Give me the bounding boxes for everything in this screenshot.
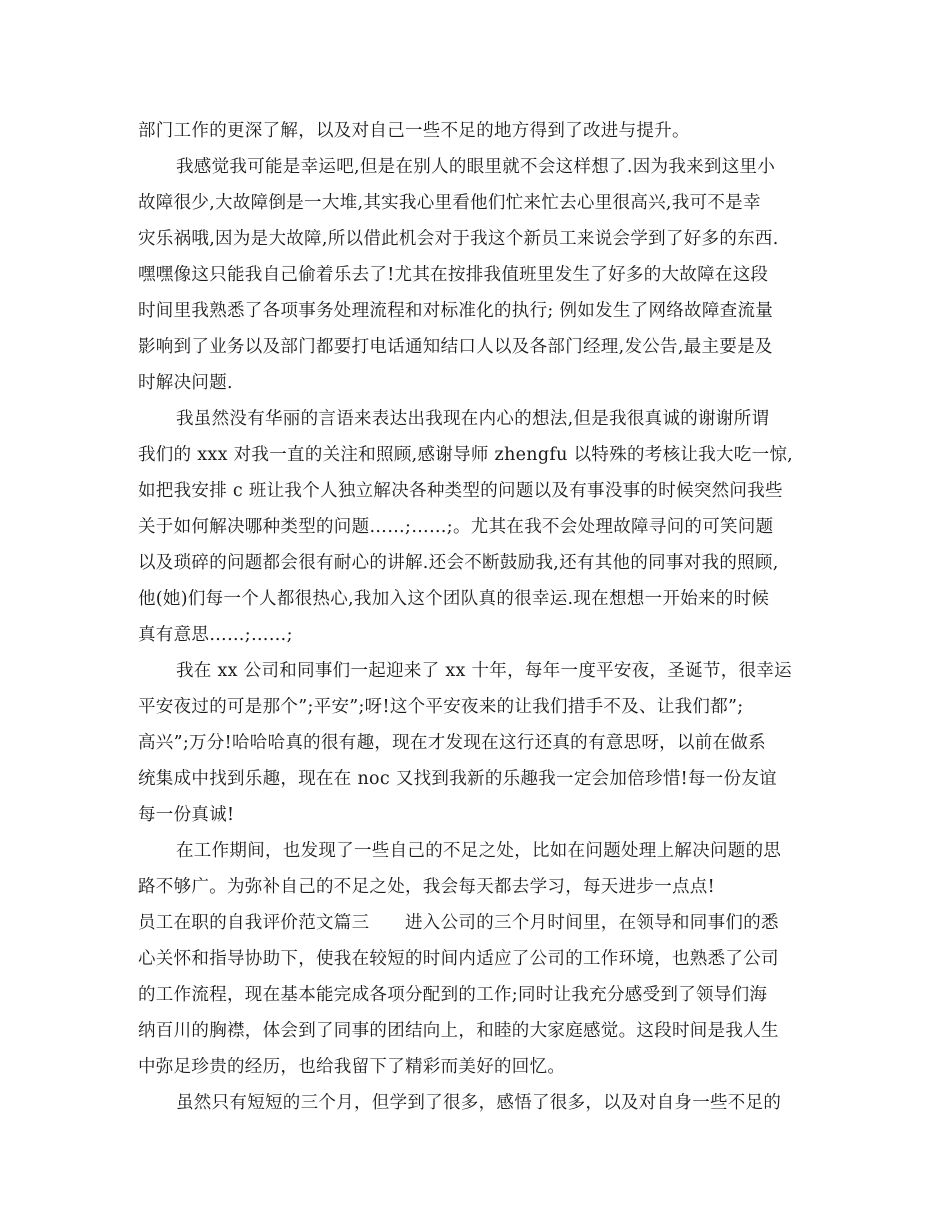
paragraph-first-line: 我虽然没有华丽的言语来表达出我现在内心的想法,但是我很真诚的谢谢所谓 (176, 409, 770, 429)
paragraph-first-line: 虽然只有短短的三个月，但学到了很多，感悟了很多，以及对自身一些不足的 (176, 1093, 782, 1113)
text-line: 纳百川的胸襟，体会到了同事的团结向上，和睦的大家庭感觉。这段时间是我人生 (138, 1021, 779, 1041)
text-line: 的工作流程，现在基本能完成各项分配到的工作;同时让我充分感受到了领导们海 (138, 985, 768, 1005)
paragraph-first-line: 我感觉我可能是幸运吧,但是在别人的眼里就不会这样想了.因为我来到这里小 (176, 157, 776, 177)
text-line: 故障很少,大故障倒是一大堆,其实我心里看他们忙来忙去心里很高兴,我可不是幸 (138, 193, 761, 213)
paragraph-first-line: 在工作期间，也发现了一些自己的不足之处，比如在问题处理上解决问题的思 (176, 841, 782, 861)
text-line: 高兴”;万分!哈哈哈真的很有趣，现在才发现在这行还真的有意思呀，以前在做系 (138, 733, 766, 753)
text-line: 我们的 xxx 对我一直的关注和照顾,感谢导师 zhengfu 以特殊的考核让我大吃一惊, (138, 445, 794, 465)
text-line: 灾乐祸哦,因为是大故障,所以借此机会对于我这个新员工来说会学到了好多的东西. (138, 229, 779, 249)
text-line: 统集成中找到乐趣，现在在 noc 又找到我新的乐趣我一定会加倍珍惜!每一份友谊 (138, 769, 777, 789)
text-line: 平安夜过的可是那个”;平安”;呀!这个平安夜来的让我们措手不及、让我们都”; (138, 697, 744, 717)
text-line: 真有意思……;……; (138, 625, 293, 645)
text-line: 影响到了业务以及部门都要打电话通知结口人以及各部门经理,发公告,最主要是及 (138, 337, 773, 357)
text-line: 如把我安排 c 班让我个人独立解决各种类型的问题以及有事没事的时候突然问我些 (138, 481, 783, 501)
text-line: 每一份真诚! (138, 805, 235, 825)
text-line: 他(她)们每一个人都很热心,我加入这个团队真的很幸运.现在想想一开始来的时候 (138, 589, 770, 609)
section-heading-line: 员工在职的自我评价范文篇三 进入公司的三个月时间里，在领导和同事们的悉 (138, 913, 779, 933)
text-line: 中弥足珍贵的经历，也给我留下了精彩而美好的回忆。 (138, 1057, 566, 1077)
text-line: 嘿嘿像这只能我自己偷着乐去了!尤其在按排我值班里发生了好多的大故障在这段 (138, 265, 769, 285)
text-line: 心关怀和指导协助下，使我在较短的时间内适应了公司的工作环境，也熟悉了公司 (138, 949, 779, 969)
text-line: 路不够广。为弥补自己的不足之处，我会每天都去学习，每天进步一点点! (138, 877, 715, 897)
paragraph-first-line: 我在 xx 公司和同事们一起迎来了 xx 十年，每年一度平安夜，圣诞节，很幸运 (176, 661, 792, 681)
text-line: 关于如何解决哪种类型的问题……;……;。尤其在我不会处理故障寻问的可笑问题 (138, 517, 774, 537)
text-line: 部门工作的更深了解，以及对自己一些不足的地方得到了改进与提升。 (138, 121, 690, 141)
text-line: 时解决问题. (138, 373, 233, 393)
text-line: 以及琐碎的问题都会很有耐心的讲解.还会不断鼓励我,还有其他的同事对我的照顾, (138, 553, 779, 573)
text-line: 时间里我熟悉了各项事务处理流程和对标准化的执行; 例如发生了网络故障查流量 (138, 301, 774, 321)
